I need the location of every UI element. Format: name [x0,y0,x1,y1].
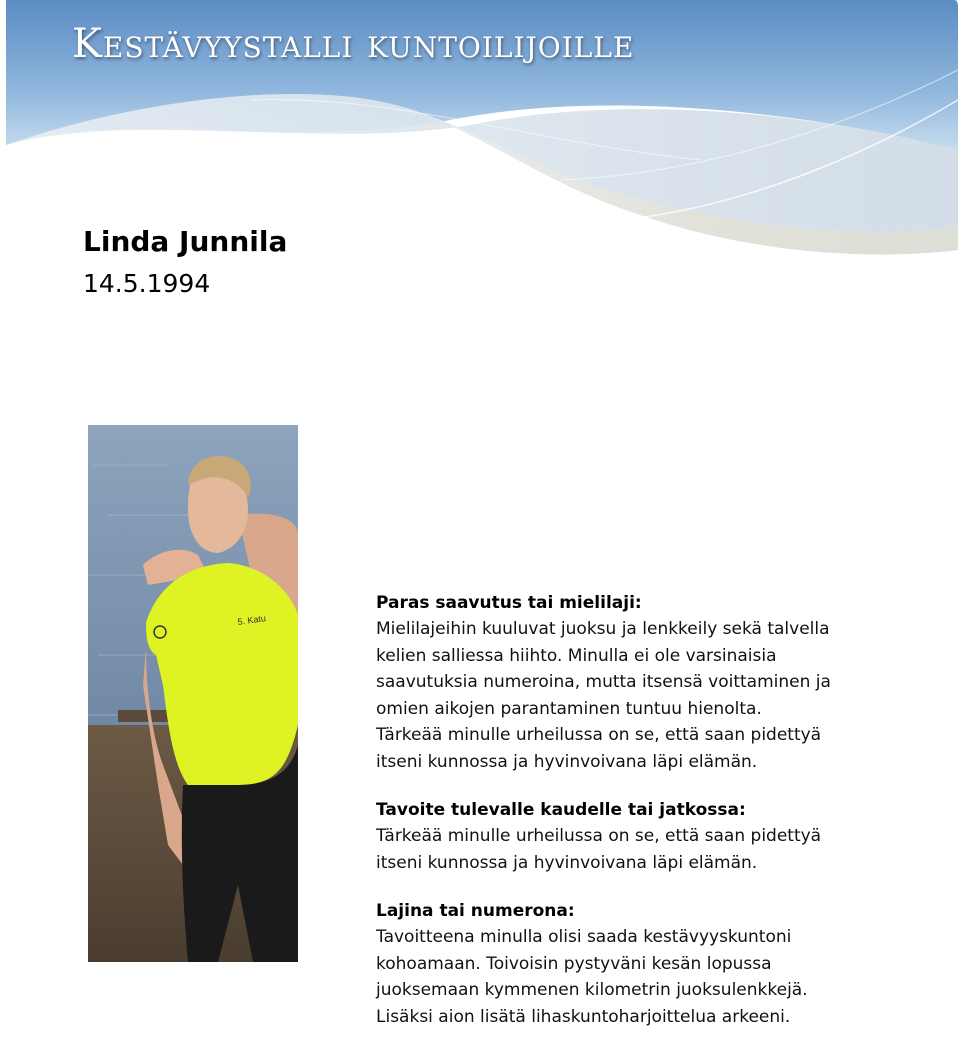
athlete-name: Linda Junnila [83,225,288,258]
svg-text:5. Katu: 5. Katu [236,613,267,627]
athlete-birthdate: 14.5.1994 [83,269,211,298]
profile-content [376,590,936,1052]
section-best-achievement [376,590,936,775]
section-heading: Lajina tai numerona: [376,901,575,921]
athlete-photo [88,425,298,962]
section-goal [376,797,936,876]
section-heading: Paras saavutus tai mielilaji: [376,593,642,613]
site-title: Kestävyystalli kuntoilijoille [72,21,635,67]
section-heading: Tavoite tulevalle kaudelle tai jatkossa: [376,800,746,820]
section-as-sport-or-number [376,898,936,1030]
section-body: Tavoitteena minulla olisi saada kestävyyskuntoni kohoamaan. Toivoisin pystyväni kesän lopussa juoksemaan kymmenen kilometrin juoksulenkkejä. Lisäksi aion lisätä lihaskuntoharjoittelua arkeeni. [376,927,808,1027]
section-body: Mielilajeihin kuuluvat juoksu ja lenkkeily sekä talvella kelien salliessa hiihto. Minulla ei ole varsinaisia saavutuksia numeroina, mutta itsensä voittaminen ja omien aikojen parantaminen tuntuu hienolta. Tärkeää minulle urheilussa on se, että saan pidettyä itseni kunnossa ja hyvinvoivana läpi elämän. [376,619,831,772]
section-body: Tärkeää minulle urheilussa on se, että saan pidettyä itseni kunnossa ja hyvinvoivana läpi elämän. [376,826,822,873]
